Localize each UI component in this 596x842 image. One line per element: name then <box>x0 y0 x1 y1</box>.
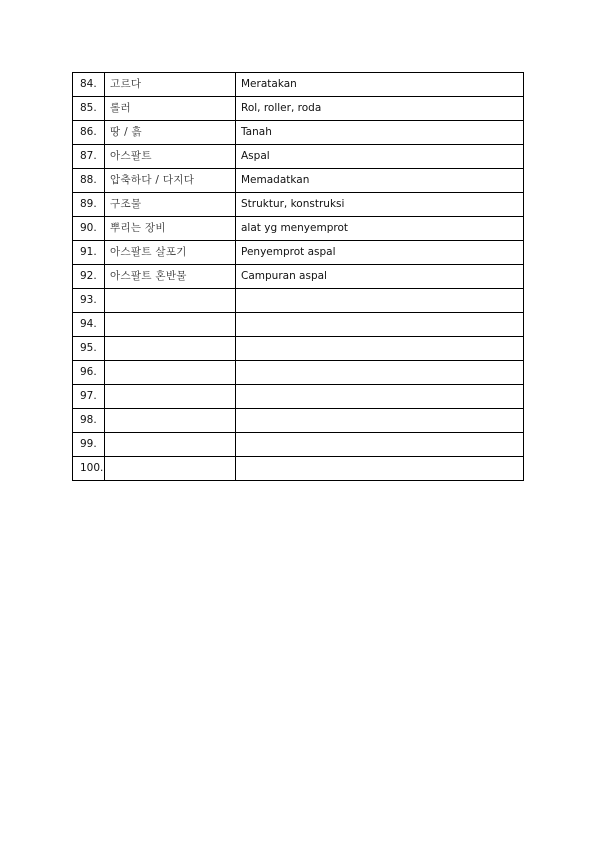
korean-term <box>105 457 236 481</box>
vocabulary-table <box>72 72 524 481</box>
korean-term: 고르다 <box>105 73 236 97</box>
indonesian-translation: Campuran aspal <box>236 265 524 289</box>
korean-term: 아스팔트 살포기 <box>105 241 236 265</box>
korean-term: 아스팔트 <box>105 145 236 169</box>
indonesian-translation: Memadatkan <box>236 169 524 193</box>
korean-term: 땅 / 흙 <box>105 121 236 145</box>
table-row <box>73 457 524 481</box>
row-number: 97. <box>73 385 105 409</box>
korean-term: 구조물 <box>105 193 236 217</box>
korean-term: 뿌리는 장비 <box>105 217 236 241</box>
indonesian-translation <box>236 385 524 409</box>
row-number: 88. <box>73 169 105 193</box>
row-number: 95. <box>73 337 105 361</box>
row-number: 90. <box>73 217 105 241</box>
korean-term <box>105 385 236 409</box>
table-row <box>73 169 524 193</box>
indonesian-translation: Meratakan <box>236 73 524 97</box>
table-row <box>73 193 524 217</box>
row-number: 84. <box>73 73 105 97</box>
korean-term <box>105 361 236 385</box>
indonesian-translation <box>236 457 524 481</box>
row-number: 99. <box>73 433 105 457</box>
korean-term <box>105 409 236 433</box>
korean-term: 아스팔트 혼반물 <box>105 265 236 289</box>
table-row <box>73 265 524 289</box>
row-number: 98. <box>73 409 105 433</box>
table-row <box>73 433 524 457</box>
indonesian-translation <box>236 433 524 457</box>
table-row <box>73 337 524 361</box>
table-row <box>73 241 524 265</box>
table-row <box>73 97 524 121</box>
row-number: 87. <box>73 145 105 169</box>
row-number: 86. <box>73 121 105 145</box>
indonesian-translation: Aspal <box>236 145 524 169</box>
row-number: 91. <box>73 241 105 265</box>
korean-term <box>105 433 236 457</box>
table-row <box>73 409 524 433</box>
row-number: 85. <box>73 97 105 121</box>
table-row <box>73 121 524 145</box>
korean-term <box>105 337 236 361</box>
row-number: 93. <box>73 289 105 313</box>
indonesian-translation: Rol, roller, roda <box>236 97 524 121</box>
korean-term <box>105 289 236 313</box>
row-number: 92. <box>73 265 105 289</box>
row-number: 96. <box>73 361 105 385</box>
indonesian-translation: Struktur, konstruksi <box>236 193 524 217</box>
korean-term: 압축하다 / 다지다 <box>105 169 236 193</box>
row-number: 100. <box>73 457 105 481</box>
table-row <box>73 313 524 337</box>
table-row <box>73 289 524 313</box>
table-row <box>73 385 524 409</box>
table-row <box>73 145 524 169</box>
vocabulary-table-body <box>73 73 524 481</box>
korean-term <box>105 313 236 337</box>
indonesian-translation <box>236 337 524 361</box>
indonesian-translation: Tanah <box>236 121 524 145</box>
indonesian-translation: alat yg menyemprot <box>236 217 524 241</box>
indonesian-translation <box>236 313 524 337</box>
indonesian-translation <box>236 361 524 385</box>
row-number: 89. <box>73 193 105 217</box>
row-number: 94. <box>73 313 105 337</box>
table-row <box>73 73 524 97</box>
indonesian-translation: Penyemprot aspal <box>236 241 524 265</box>
indonesian-translation <box>236 409 524 433</box>
table-row <box>73 361 524 385</box>
table-row <box>73 217 524 241</box>
indonesian-translation <box>236 289 524 313</box>
korean-term: 롤러 <box>105 97 236 121</box>
